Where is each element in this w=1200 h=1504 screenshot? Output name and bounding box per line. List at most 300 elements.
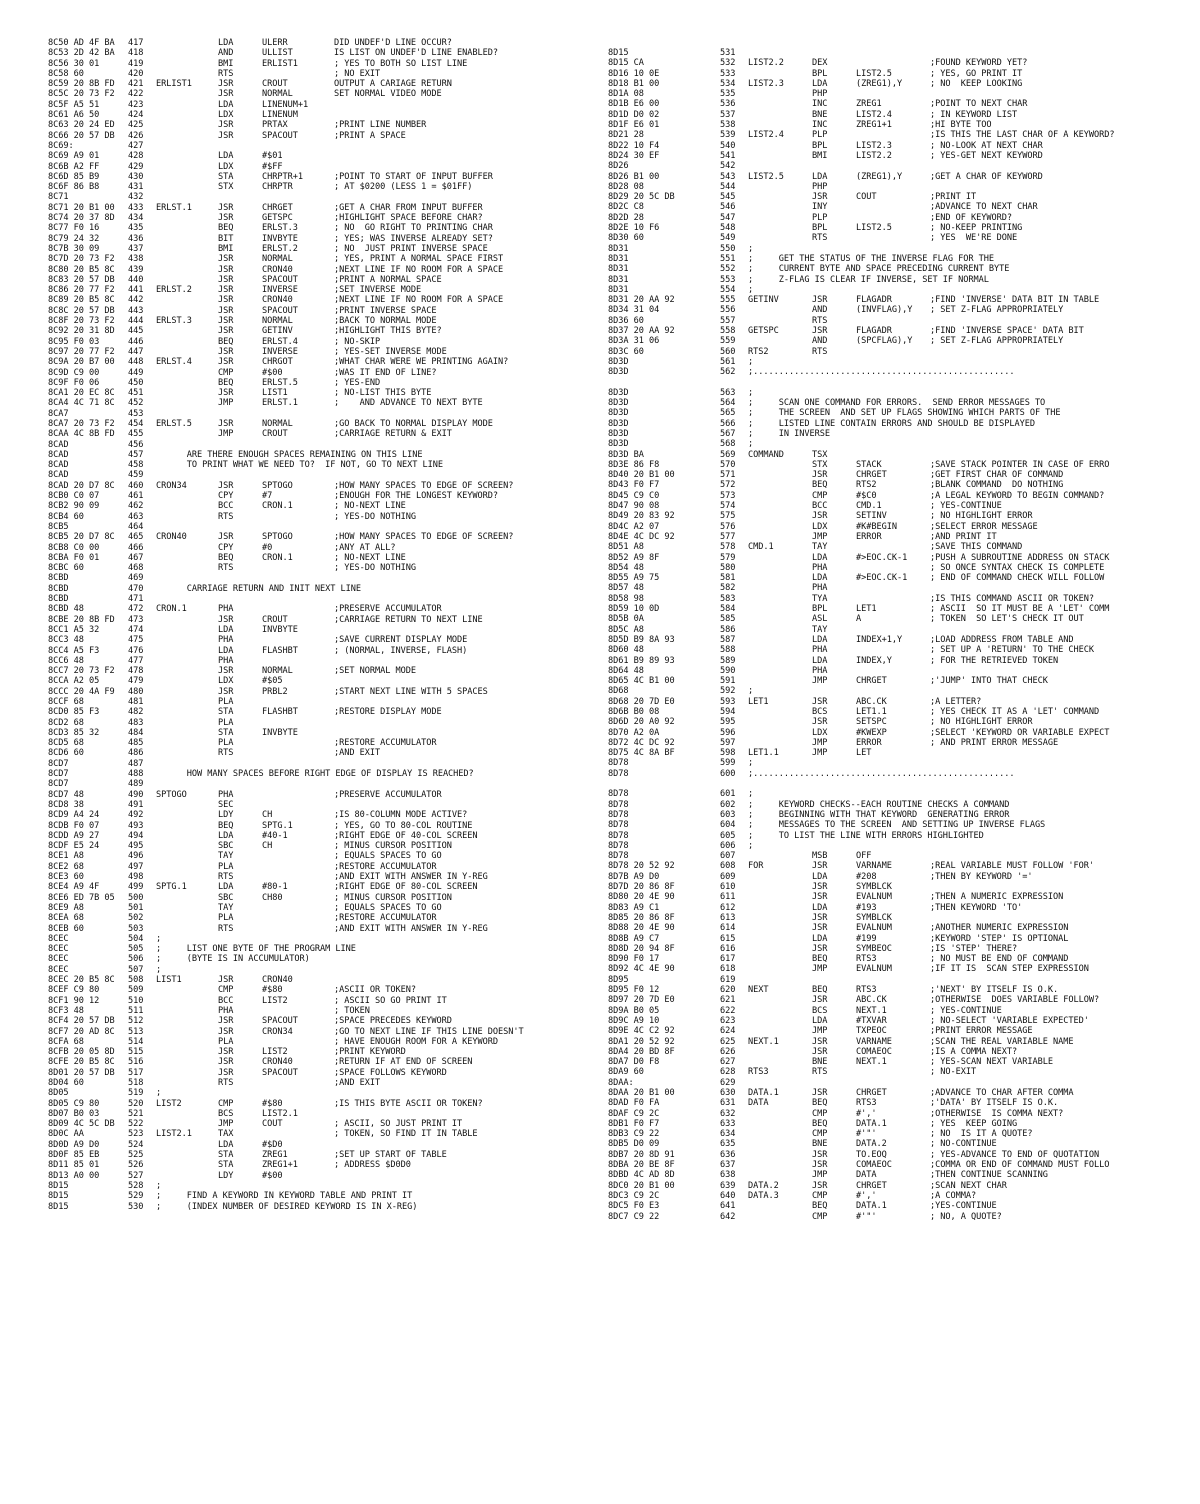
listing-line [608,810,1192,820]
address-bytes: 8CE4 A9 4F [48,882,100,893]
listing-line [48,1181,600,1191]
operand: LIST2 [262,1047,288,1058]
line-number: 478 [128,666,144,677]
comment: ;BACK TO NORMAL MODE [334,316,437,327]
listing-line [48,646,600,656]
comment: ;RESTORE ACCUMULATOR [334,913,437,924]
listing-line [48,326,600,336]
comment-text: ; CURRENT BYTE AND SPACE PRECEDING CURRENT BYTE [748,264,1010,275]
address-bytes: 8D34 31 04 [608,305,660,316]
label: ; [748,284,754,295]
operand: LIST2.1 [262,1108,298,1119]
listing-line [48,769,600,779]
operand: #>EOC.CK-1 [856,552,908,563]
operand: CRON40 [262,975,293,986]
comment: ; ASCII, SO JUST PRINT IT [334,1119,463,1130]
address-bytes: 8C71 [48,192,69,203]
comment: ; NO GO RIGHT TO PRINTING CHAR [334,223,493,234]
comment: ;A COMMA? [930,1190,977,1201]
listing-line [48,748,600,758]
operand: CRON.1 [262,501,293,512]
comment-text: ; BEGINNING WITH THAT KEYWORD GENERATING ERROR [748,809,1010,820]
operand: CHRGET [856,676,887,687]
line-number: 596 [720,727,736,738]
label: CRON.1 [156,604,187,615]
line-number: 605 [720,830,736,841]
listing-line [48,1047,600,1057]
address-bytes: 8CAD [48,449,69,460]
comment: ;RESTORE ACCUMULATOR [334,738,437,749]
line-number: 431 [128,182,144,193]
address-bytes: 8CD7 [48,758,69,769]
listing-line [48,779,600,789]
operand: NEXT.1 [856,1057,887,1068]
label: SPTOGO [156,789,187,800]
listing-line [608,686,1192,696]
opcode: LDA [218,830,234,841]
listing-line [48,821,600,831]
line-number: 458 [128,460,144,471]
operand: (ZREG1),Y [856,78,903,89]
operand: CH [262,841,273,852]
listing-line [608,1119,1192,1129]
opcode: STX [812,459,828,470]
opcode: CMP [812,1211,828,1222]
comment: ; YES, PRINT A NORMAL SPACE FIRST [334,254,504,265]
address-bytes: 8D95 F0 12 [608,985,660,996]
comment: ; EQUALS SPACES TO GO [334,902,442,913]
listing-line [608,172,1192,182]
listing-line [48,141,600,151]
listing-line [608,861,1192,871]
comment: ; YES-SET INVERSE MODE [334,346,447,357]
listing-line [608,1057,1192,1067]
listing-line [608,1201,1192,1211]
listing-line [608,48,1192,58]
listing-line [608,666,1192,676]
address-bytes: 8C95 F0 03 [48,336,100,347]
line-number: 519 [128,1088,144,1099]
line-number: 457 [128,449,144,460]
line-number: 635 [720,1139,736,1150]
comment: ;PRINT A NORMAL SPACE [334,274,442,285]
operand: LIST1 [262,388,288,399]
address-bytes: 8D0D A9 D0 [48,1139,100,1150]
opcode: JSR [218,254,234,265]
comment: ;PRINT A SPACE [334,130,406,141]
address-bytes: 8CF7 20 AD 8C [48,1026,115,1037]
listing-line [608,964,1192,974]
opcode: LDX [218,676,234,687]
listing-line [48,203,600,213]
line-number: 480 [128,686,144,697]
line-number: 427 [128,140,144,151]
address-bytes: 8D78 [608,840,629,851]
operand: ZREG1 [262,1150,288,1161]
comment: ; YES-DO NOTHING [334,511,416,522]
operand: STACK [856,459,882,470]
line-number: 595 [720,717,736,728]
opcode: BEQ [812,985,828,996]
operand: #'"' [856,1129,877,1140]
opcode: PHA [218,635,234,646]
line-number: 469 [128,573,144,584]
line-number: 486 [128,748,144,759]
address-bytes: 8CDF E5 24 [48,841,100,852]
operand: CHRGET [856,1180,887,1191]
comment: ;NEXT LINE IF NO ROOM FOR A SPACE [334,295,504,306]
address-bytes: 8C77 F0 16 [48,223,100,234]
listing-line [48,687,600,697]
label: ERLIST1 [156,79,192,90]
opcode: BCC [812,501,828,512]
address-bytes: 8D80 20 4E 90 [608,892,675,903]
comment: ; YES-GET NEXT KEYWORD [930,150,1043,161]
listing-line [608,254,1192,264]
address-bytes: 8D26 B1 00 [608,171,660,182]
line-number: 506 [128,954,144,965]
listing-line [48,409,600,419]
opcode: JSR [812,861,828,872]
listing-line [48,810,600,820]
comment: ; NO-KEEP PRINTING [930,223,1023,234]
comment: ;RESTORE ACCUMULATOR [334,861,437,872]
operand: TO.EOQ [856,1149,887,1160]
listing-line [608,851,1192,861]
comment: ; NO HIGHLIGHT ERROR [930,717,1033,728]
comment: ; EQUALS SPACES TO GO [334,851,442,862]
label: ERLST.1 [156,202,192,213]
address-bytes: 8D4E 4C DC 92 [608,531,675,542]
line-number: 624 [720,1026,736,1037]
opcode: PHA [812,562,828,573]
address-bytes: 8CD3 85 32 [48,727,100,738]
line-number: 542 [720,161,736,172]
comment-text: ; LIST ONE BYTE OF THE PROGRAM LINE [156,944,356,955]
address-bytes: 8CEA 68 [48,913,84,924]
listing-line [48,38,600,48]
opcode: BNE [812,1057,828,1068]
label: CRON40 [156,532,187,543]
opcode: JSR [812,511,828,522]
operand: LIST2 [262,995,288,1006]
line-number: 558 [720,326,736,337]
comment-text: ; KEYWORD CHECKS--EACH ROUTINE CHECKS A COMMAND [748,799,1010,810]
opcode: AND [218,48,234,59]
address-bytes: 8D3D [608,408,629,419]
comment: ; NO, A QUOTE? [930,1211,1002,1222]
opcode: RTS [218,511,234,522]
listing-line [608,758,1192,768]
line-number: 470 [128,583,144,594]
line-number: 421 [128,79,144,90]
label: ; [748,356,754,367]
comment-text: HOW MANY SPACES BEFORE RIGHT EDGE OF DISPLAY IS REACHED? [156,769,474,780]
line-number: 615 [720,933,736,944]
opcode: JSR [218,614,234,625]
listing-line [608,583,1192,593]
comment: ;AND EXIT WITH ANSWER IN Y-REG [334,872,488,883]
line-number: 632 [720,1108,736,1119]
opcode: RTS [218,563,234,574]
label: DATA [748,1098,769,1109]
address-bytes: 8D31 [608,253,629,264]
line-number: 441 [128,285,144,296]
comment: ;ANOTHER NUMERIC EXPRESSION [930,923,1069,934]
opcode: BNE [812,109,828,120]
listing-line [48,615,600,625]
line-number: 479 [128,676,144,687]
listing-line [48,1191,600,1201]
line-number: 494 [128,830,144,841]
comment: ; NO MUST BE END OF COMMAND [930,954,1069,965]
line-number: 629 [720,1077,736,1088]
opcode: INC [812,99,828,110]
listing-line [608,161,1192,171]
address-bytes: 8CAD [48,460,69,471]
line-number: 532 [720,58,736,69]
listing-line [48,357,600,367]
operand: INVBYTE [262,233,298,244]
opcode: BEQ [218,552,234,563]
operand: CH80 [262,892,283,903]
address-bytes: 8CB5 20 D7 8C [48,532,115,543]
address-bytes: 8C9F F0 06 [48,377,100,388]
listing-line [48,450,600,460]
line-number: 610 [720,882,736,893]
comment: ;CARRIAGE RETURN TO NEXT LINE [334,614,483,625]
address-bytes: 8D1A 08 [608,89,644,100]
line-number: 530 [128,1201,144,1212]
operand: #199 [856,933,877,944]
listing-line [48,59,600,69]
line-number: 587 [720,634,736,645]
line-number: 462 [128,501,144,512]
line-number: 554 [720,284,736,295]
address-bytes: 8D9A B0 05 [608,1005,660,1016]
operand: ZREG1+1 [262,1160,298,1171]
operand: CHRPTR [262,182,293,193]
comment-text: ; SCAN ONE COMMAND FOR ERRORS. SEND ERROR MESSAGES TO [748,398,1046,409]
address-bytes: 8CCC 20 4A F9 [48,686,115,697]
opcode: TAY [218,851,234,862]
line-number: 561 [720,356,736,367]
operand: #$C0 [856,490,877,501]
comment: ;PRESERVE ACCUMULATOR [334,789,442,800]
line-number: 440 [128,274,144,285]
listing-line [608,305,1192,315]
listing-line [608,1191,1192,1201]
operand: ERLIST1 [262,58,298,69]
opcode: SEC [218,799,234,810]
opcode: BNE [812,1139,828,1150]
address-bytes: 8DAA: [608,1077,634,1088]
opcode: JMP [812,737,828,748]
operand: ULERR [262,38,288,48]
opcode: PHA [812,665,828,676]
comment: ;POINT TO NEXT CHAR [930,99,1028,110]
line-number: 614 [720,923,736,934]
address-bytes: 8CBD [48,583,69,594]
comment: ; YES TO BOTH SO LIST LINE [334,58,468,69]
address-bytes: 8CFB 20 05 8D [48,1047,115,1058]
listing-line [48,1129,600,1139]
opcode: CMP [812,1129,828,1140]
comment: ;ANY AT ALL? [334,542,396,553]
label: ; [748,439,754,450]
operand: FLAGADR [856,326,892,337]
label: LIST2.5 [748,171,784,182]
listing-line [48,965,600,975]
comment: ;SAVE STACK POINTER IN CASE OF ERRO [930,459,1110,470]
line-number: 638 [720,1170,736,1181]
line-number: 568 [720,439,736,450]
line-number: 473 [128,614,144,625]
listing-line [608,831,1192,841]
operand: ERROR [856,737,882,748]
address-bytes: 8DB1 F0 F7 [608,1118,660,1129]
opcode: LDA [812,933,828,944]
operand: LET [856,748,872,759]
line-number: 549 [720,233,736,244]
address-bytes: 8CFE 20 B5 8C [48,1057,115,1068]
address-bytes: 8CD5 68 [48,738,84,749]
opcode: JSR [218,418,234,429]
line-number: 474 [128,624,144,635]
comment: ;RESTORE DISPLAY MODE [334,707,442,718]
listing-line [608,1047,1192,1057]
opcode: INY [812,202,828,213]
address-bytes: 8CBE 20 8B FD [48,614,115,625]
address-bytes: 8C63 20 24 ED [48,120,115,131]
listing-line [48,1160,600,1170]
operand: CHRGET [856,1087,887,1098]
listing-line [48,337,600,347]
operand: LIST2.2 [856,150,892,161]
line-number: 524 [128,1139,144,1150]
opcode: TAY [812,542,828,553]
comment: OUTPUT A CARIAGE RETURN [334,79,452,90]
address-bytes: 8D3D BA [608,449,644,460]
address-bytes: 8C7B 30 09 [48,243,100,254]
operand: #',' [856,1190,877,1201]
comment: ;'NEXT' BY ITSELF IS O.K. [930,985,1059,996]
line-number: 590 [720,665,736,676]
comment: ; MINUS CURSOR POSITION [334,841,452,852]
line-number: 477 [128,655,144,666]
comment: ;SET INVERSE MODE [334,285,422,296]
listing-line [48,1027,600,1037]
opcode: JMP [812,676,828,687]
operand: SYMBEOC [856,943,892,954]
listing-line [608,635,1192,645]
label: ; [748,758,754,769]
address-bytes: 8CD6 60 [48,748,84,759]
listing-line [48,429,600,439]
address-bytes: 8CBA F0 01 [48,552,100,563]
line-number: 639 [720,1180,736,1191]
comment: ; ASCII SO IT MUST BE A 'LET' COMM [930,604,1110,615]
opcode: JSR [218,480,234,491]
line-number: 436 [128,233,144,244]
line-number: 621 [720,995,736,1006]
opcode: JSR [812,923,828,934]
operand: COMAEOC [856,1160,892,1171]
listing-line [608,913,1192,923]
listing-line [48,1109,600,1119]
line-number: 516 [128,1057,144,1068]
line-number: 438 [128,254,144,265]
label: ; [748,387,754,398]
opcode: JSR [812,912,828,923]
listing-line [48,316,600,326]
address-bytes: 8DBA 20 BE 8F [608,1160,675,1171]
opcode: BCC [218,995,234,1006]
operand: #$D0 [262,1139,283,1150]
address-bytes: 8CEC [48,954,69,965]
listing-line [608,1129,1192,1139]
label: ; [156,1180,162,1191]
address-bytes: 8D1D D0 02 [608,109,660,120]
address-bytes: 8CEC 20 B5 8C [48,975,115,986]
line-number: 471 [128,594,144,605]
opcode: JMP [812,748,828,759]
line-number: 420 [128,68,144,79]
listing-line [48,244,600,254]
line-number: 633 [720,1118,736,1129]
address-bytes: 8CBD [48,594,69,605]
listing-line [608,213,1192,223]
listing-line [48,841,600,851]
comment-text: CARRIAGE RETURN AND INIT NEXT LINE [156,583,361,594]
opcode: CMP [812,1190,828,1201]
address-bytes: 8C5C 20 73 F2 [48,89,115,100]
comment: ; YES-DO NOTHING [334,563,416,574]
operand: LIST2.5 [856,68,892,79]
listing-line [608,1088,1192,1098]
listing-line [48,470,600,480]
operand: #>EOC.CK-1 [856,573,908,584]
comment: ; YES; WAS INVERSE ALREADY SET? [334,233,493,244]
line-number: 437 [128,243,144,254]
opcode: PHP [812,89,828,100]
opcode: JSR [218,130,234,141]
line-number: 504 [128,933,144,944]
line-number: 611 [720,892,736,903]
comment: ; NO-NEXT LINE [334,501,406,512]
line-number: 572 [720,480,736,491]
comment: ;PRINT INVERSE SPACE [334,305,437,316]
line-number: 584 [720,604,736,615]
line-number: 485 [128,738,144,749]
comment: ;FOUND KEYWORD YET? [930,58,1028,69]
comment: ; YES-CONTINUE [930,1005,1002,1016]
address-bytes: 8C66 20 57 DB [48,130,115,141]
opcode: BMI [812,150,828,161]
opcode: JSR [218,686,234,697]
label: LIST2.1 [156,1129,192,1140]
address-bytes: 8D61 B9 89 93 [608,655,675,666]
address-bytes: 8CAA 4C 8B FD [48,429,115,440]
address-bytes: 8D31 [608,243,629,254]
listing-line [608,264,1192,274]
line-number: 559 [720,336,736,347]
address-bytes: 8C69 A9 01 [48,151,100,162]
operand: LINENUM [262,110,298,121]
listing-line [48,532,600,542]
opcode: JMP [812,1026,828,1037]
comment: ; FOR THE RETRIEVED TOKEN [930,655,1059,666]
